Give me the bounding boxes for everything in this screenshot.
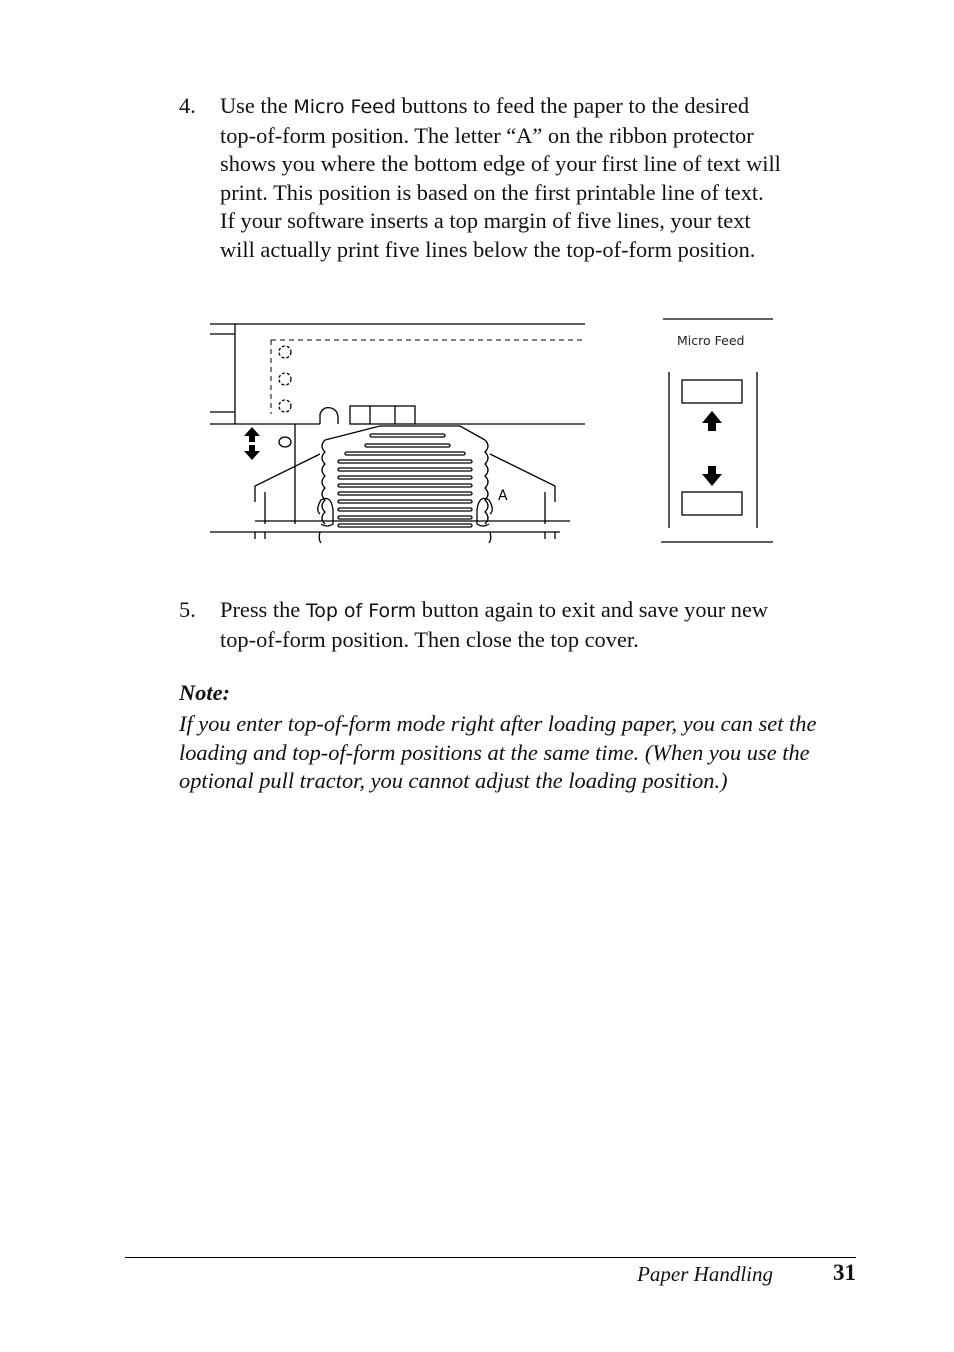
step-line-text: buttons to feed the paper to the desired bbox=[395, 93, 750, 118]
step-line: If your software inserts a top margin of five lines, your text bbox=[220, 208, 751, 233]
tractor-hole bbox=[279, 373, 291, 385]
micro-feed-down-button bbox=[682, 492, 742, 515]
step-line bbox=[220, 92, 859, 122]
step-line-text: button again to exit and save your new bbox=[416, 597, 769, 622]
down-arrow-icon bbox=[702, 466, 722, 486]
ribbon-mark-label: A bbox=[498, 488, 508, 504]
tractor-hole bbox=[279, 346, 291, 358]
double-arrow-icon bbox=[244, 445, 260, 460]
note-line: optional pull tractor, you cannot adjust the loading position.) bbox=[179, 768, 728, 793]
paper-tab bbox=[320, 408, 338, 424]
note-line: loading and top-of-form positions at the same time. (When you use the bbox=[179, 739, 810, 765]
top-of-form-button-name: Top of Form bbox=[305, 600, 417, 622]
step-prefix: Use the bbox=[220, 93, 294, 118]
page-number: 31 bbox=[833, 1260, 856, 1285]
note-title: Note: bbox=[179, 680, 230, 705]
step-5 bbox=[179, 596, 859, 654]
tractor-hole bbox=[279, 400, 291, 412]
head-cover bbox=[350, 406, 415, 424]
micro-feed-up-button bbox=[682, 380, 742, 403]
ribbon-protector-top bbox=[325, 426, 485, 440]
step-line: will actually print five lines below the top-of-form position. bbox=[220, 236, 756, 262]
double-arrow-icon bbox=[244, 427, 260, 442]
footer-section-title: Paper Handling bbox=[637, 1262, 773, 1286]
micro-feed-button-name: Micro Feed bbox=[293, 96, 396, 118]
step-line: print. This position is based on the first printable line of text. bbox=[220, 179, 764, 205]
printer-top-of-form-illustration bbox=[205, 314, 785, 550]
step-4 bbox=[179, 92, 859, 264]
step-line: top-of-form position. Then close the top cover. bbox=[220, 626, 639, 652]
up-arrow-icon bbox=[702, 411, 722, 431]
ribbon-slots bbox=[338, 434, 472, 527]
step-line: shows you where the bottom edge of your first line of text will bbox=[220, 151, 781, 176]
perforation-line bbox=[271, 340, 585, 414]
step-line bbox=[220, 596, 859, 626]
footer-rule bbox=[125, 1257, 856, 1258]
step-number: 5. bbox=[179, 597, 196, 622]
step-prefix: Press the bbox=[220, 597, 306, 622]
micro-feed-panel-label: Micro Feed bbox=[677, 333, 745, 348]
note-text bbox=[179, 710, 869, 796]
illustration-svg bbox=[205, 314, 785, 550]
note-line: If you enter top-of-form mode right after loading paper, you can set the bbox=[179, 711, 817, 736]
step-number: 4. bbox=[179, 93, 196, 118]
sprocket-pin bbox=[279, 437, 291, 447]
step-line: top-of-form position. The letter “A” on the ribbon protector bbox=[220, 122, 754, 148]
